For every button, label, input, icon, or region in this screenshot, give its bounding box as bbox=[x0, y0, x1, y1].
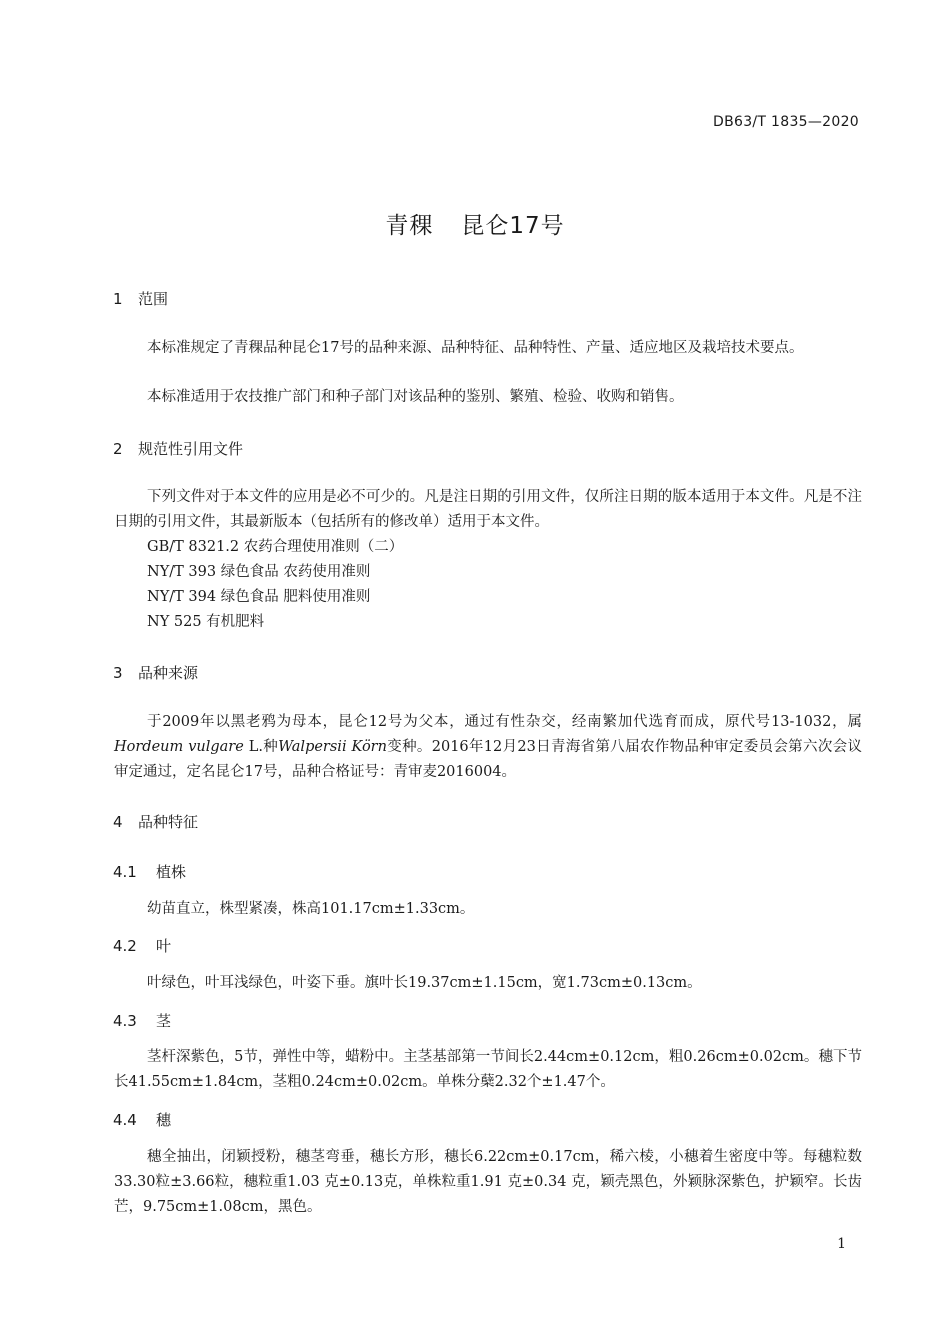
reference-item: NY/T 394 绿色食品 肥料使用准则 bbox=[147, 589, 371, 605]
section-4-heading: 4 品种特征 bbox=[113, 813, 199, 831]
reference-item: NY/T 393 绿色食品 农药使用准则 bbox=[147, 564, 371, 580]
section-4-3-heading: 4.3 茎 bbox=[113, 1012, 172, 1030]
reference-item: NY 525 有机肥料 bbox=[147, 614, 265, 630]
section-3-para: 于2009年以黑老鸦为母本，昆仑12号为父本，通过有性杂交，经南繁加代选育而成，原代号13-1032，属Hordeum vulgare L.种Walpersii Körn变种。2016年12月23日青海省第八届农作物品种审定委员会第六次会议审定通过，定名昆仑17号，品种合格证号：青审麦2016004。 bbox=[114, 714, 862, 780]
section-4-1-para: 幼苗直立，株型紧凑，株高101.17cm±1.33cm。 bbox=[147, 901, 475, 917]
page-number: 1 bbox=[837, 1236, 846, 1252]
section-4-3-para: 茎杆深紫色，5节，弹性中等，蜡粉中。主茎基部第一节间长2.44cm±0.12cm，粗0.26cm±0.02cm。穗下节长41.55cm±1.84cm，茎粗0.24cm±0.02cm。单株分蘖2.32个±1.47个。 bbox=[114, 1049, 862, 1090]
section-3-heading: 3 品种来源 bbox=[113, 664, 199, 682]
section-4-1-heading: 4.1 植株 bbox=[113, 863, 187, 881]
section-1-para-1: 本标准规定了青稞品种昆仑17号的品种来源、品种特征、品种特性、产量、适应地区及栽培技术要点。 bbox=[147, 340, 804, 356]
page-title bbox=[0, 207, 950, 240]
title-crop: 青稞 bbox=[385, 213, 434, 239]
section-2-heading: 2 规范性引用文件 bbox=[113, 440, 244, 458]
section-4-4-heading: 4.4 穗 bbox=[113, 1111, 172, 1129]
section-1-heading: 1 范围 bbox=[113, 290, 169, 308]
reference-item: GB/T 8321.2 农药合理使用准则（二） bbox=[147, 539, 404, 555]
section-2-para-1: 下列文件对于本文件的应用是必不可少的。凡是注日期的引用文件，仅所注日期的版本适用于本文件。凡是不注日期的引用文件，其最新版本（包括所有的修改单）适用于本文件。 bbox=[114, 489, 862, 530]
title-variety: 昆仑17号 bbox=[461, 213, 565, 239]
section-4-2-heading: 4.2 叶 bbox=[113, 937, 172, 955]
section-4-2-para: 叶绿色，叶耳浅绿色，叶姿下垂。旗叶长19.37cm±1.15cm，宽1.73cm±0.13cm。 bbox=[147, 975, 702, 991]
section-1-para-2: 本标准适用于农技推广部门和种子部门对该品种的鉴别、繁殖、检验、收购和销售。 bbox=[147, 389, 684, 405]
document-code: DB63/T 1835—2020 bbox=[713, 114, 859, 130]
section-4-4-para: 穗全抽出，闭颖授粉，穗茎弯垂，穗长方形，穗长6.22cm±0.17cm，稀六棱，小穗着生密度中等。每穗粒数33.30粒±3.66粒，穗粒重1.03 克±0.13克，单株粒重1.91 克±0.34 克，颖壳黑色，外颖脉深紫色，护颖窄。长齿芒，9.75cm±1.08cm，黑色。 bbox=[114, 1149, 862, 1215]
